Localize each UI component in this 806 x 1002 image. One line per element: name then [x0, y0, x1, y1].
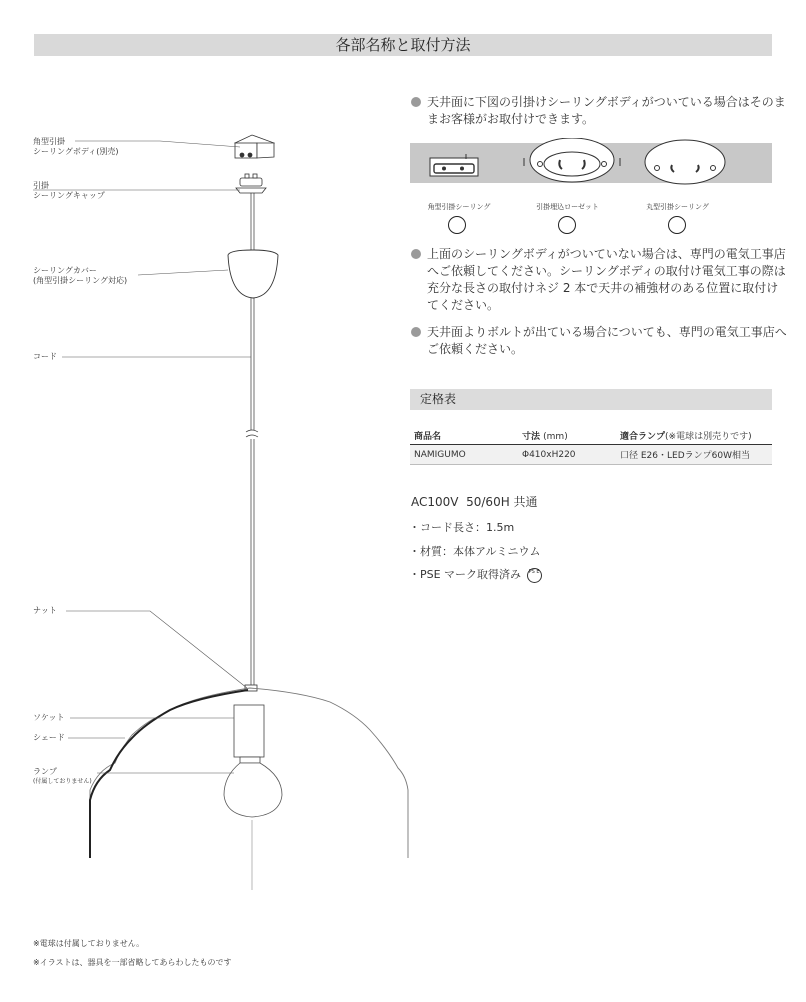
detail-cord-length: ・コード長さ：1.5m [409, 521, 515, 534]
instruction-2: 上面のシーリングボディがついていない場合は、専門の電気工事店へご依頼してください。シーリングボディの取付け電気工事の際は充分な長さの取付けネジ 2 本で天井の補強材のある位置に取付けてください。 [411, 246, 773, 316]
detail-material: ・材質：本体アルミニウム [409, 545, 541, 558]
label-ceiling-body: 角型引掛 シーリングボディ(別売) [33, 137, 119, 156]
bullet-icon [411, 327, 421, 337]
fixture-illustration [0, 0, 420, 900]
note-bulb: ※電球は付属しておりません。 [33, 939, 145, 948]
page-title: 各部名称と取付方法 [34, 34, 772, 56]
label-ceiling-cap: 引掛 シーリングキャップ [33, 181, 105, 200]
power-spec: AC100V 50/60H 共通 [411, 495, 538, 509]
label-shade: シェード [33, 733, 65, 742]
ceiling-body-drawing [235, 135, 274, 158]
embedded-rosette-icon [524, 138, 620, 182]
lamp-drawing [224, 763, 282, 817]
round-ceiling-icon [645, 140, 725, 184]
label-socket: ソケット [33, 713, 65, 722]
label-lamp-note: (付属しておりません) [33, 778, 92, 785]
ceiling-type-label-rosette: 引掛埋込ローゼット [536, 203, 599, 211]
cell-size: Φ410xH220 [518, 445, 616, 465]
check-circle-icon [668, 216, 686, 234]
detail-pse: ・PSE マーク取得済み PS E [409, 566, 542, 583]
instruction-1: 天井面に下図の引掛けシーリングボディがついている場合はそのままお客様がお取付けできます。 [411, 94, 773, 130]
check-circle-icon [558, 216, 576, 234]
ceiling-cap-drawing [236, 174, 266, 193]
note-illustration: ※イラストは、器具を一部省略してあらわしたものです [33, 958, 232, 967]
instruction-3: 天井面よりボルトが出ている場合についても、専門の電気工事店へご依頼ください。 [411, 324, 773, 360]
col-name: 商品名 [410, 427, 518, 445]
bullet-icon [411, 97, 421, 107]
ceiling-type-label-square: 角型引掛シーリング [427, 203, 491, 211]
col-size: 寸法 (mm) [518, 427, 616, 445]
label-lamp: ランプ [33, 767, 57, 776]
check-circle-icon [448, 216, 466, 234]
spec-header-row [410, 427, 772, 445]
cell-lamp: 口径 E26・LEDランプ60W相当 [616, 445, 772, 465]
square-ceiling-icon [430, 154, 478, 176]
socket-drawing [234, 705, 264, 757]
bullet-icon [411, 249, 421, 259]
label-nut: ナット [33, 606, 57, 615]
pse-mark-icon: PS E [527, 568, 542, 583]
spec-table [410, 427, 772, 465]
col-lamp: 適合ランプ(※電球は別売りです) [616, 427, 772, 445]
table-row [410, 445, 772, 465]
cell-name: NAMIGUMO [410, 445, 518, 465]
spec-heading: 定格表 [410, 389, 772, 410]
ceiling-cover-drawing [228, 250, 278, 298]
label-cord: コード [33, 352, 57, 361]
ceiling-types-drawing [410, 138, 772, 188]
label-ceiling-cover: シーリングカバー (角型引掛シーリング対応) [33, 266, 128, 285]
ceiling-type-label-round: 丸型引掛シーリング [646, 203, 709, 211]
